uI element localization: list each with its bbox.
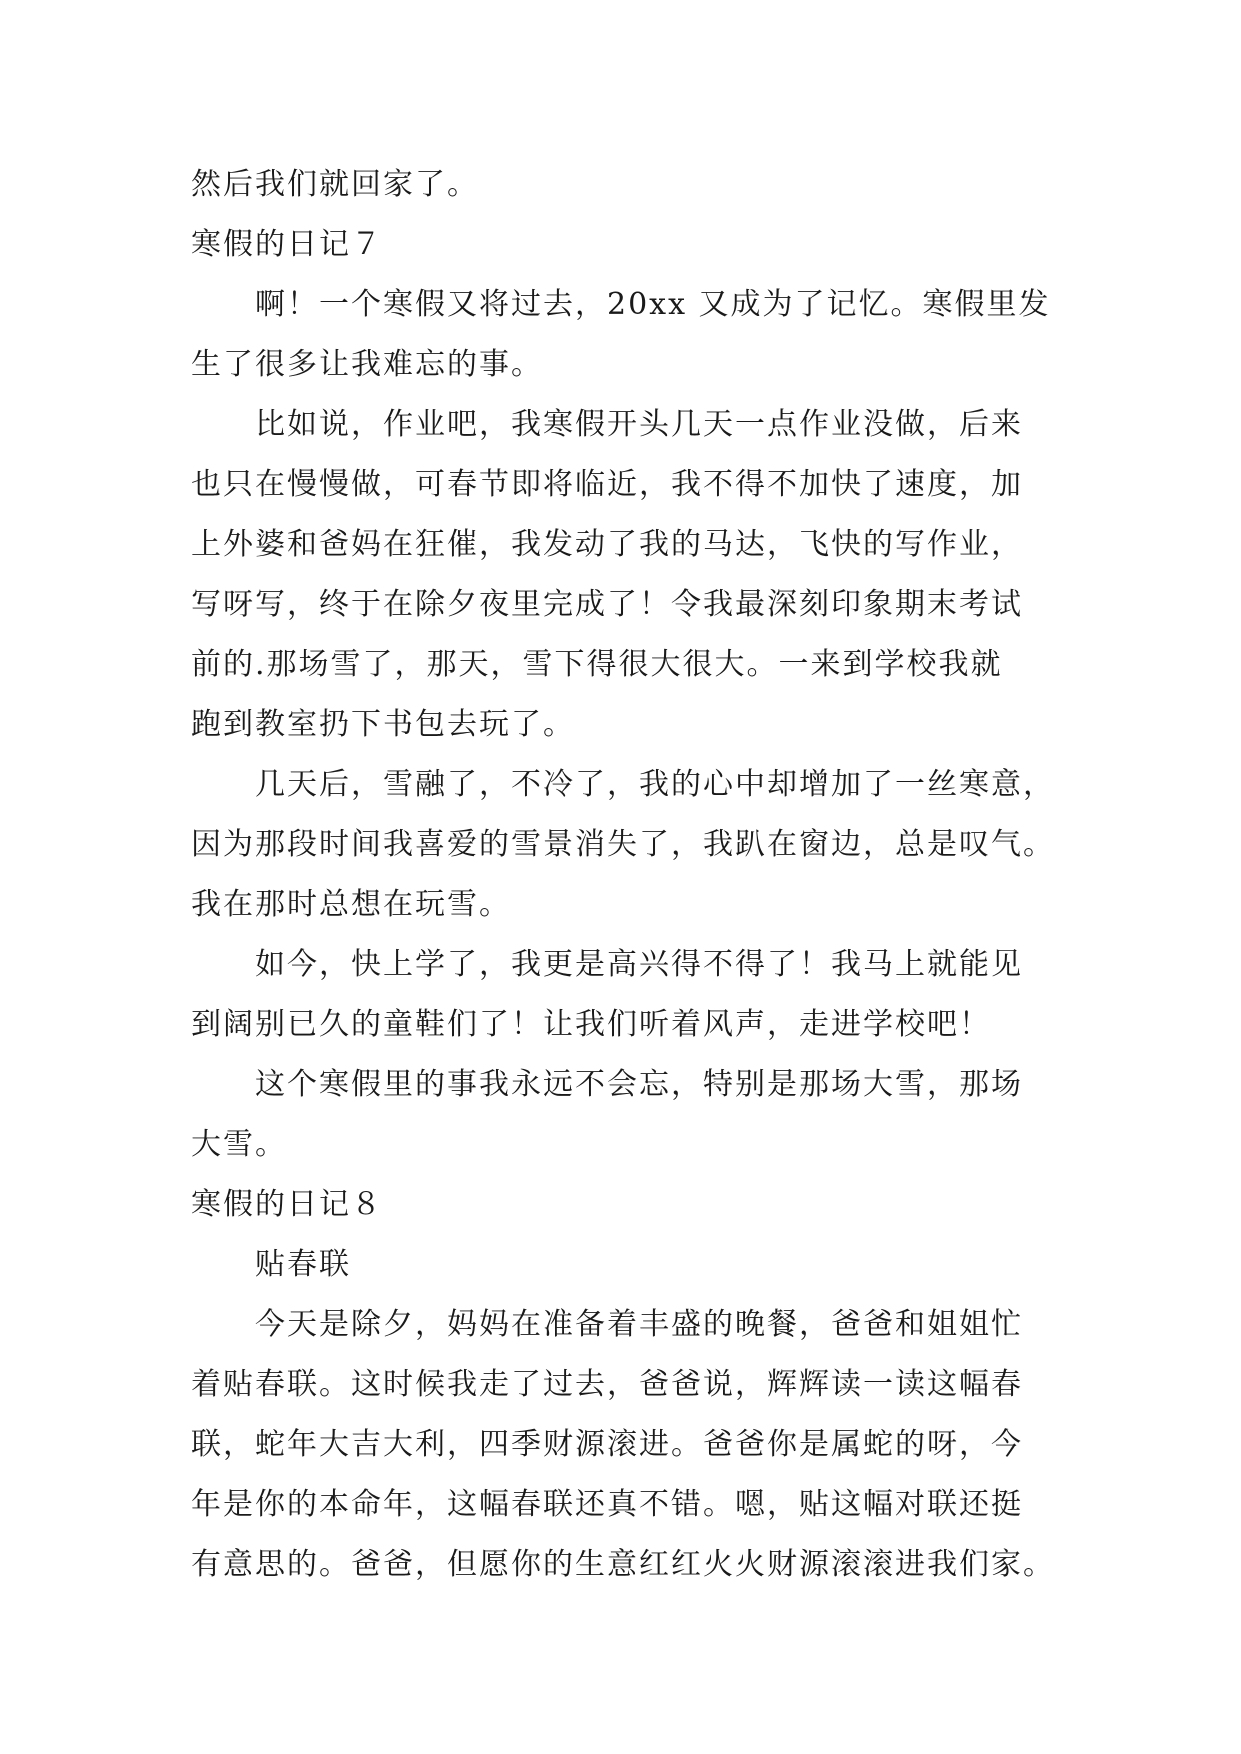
text-line: 因为那段时间我喜爱的雪景消失了，我趴在窗边，总是叹气。 — [191, 827, 1055, 862]
text-line: 然后我们就回家了。 — [191, 167, 479, 202]
section-heading: 寒假的日记７ — [191, 227, 383, 262]
paragraph-start: 几天后，雪融了，不冷了，我的心中却增加了一丝寒意， — [255, 767, 1055, 802]
paragraph-start: 今天是除夕，妈妈在准备着丰盛的晚餐，爸爸和姐姐忙 — [255, 1307, 1023, 1342]
text-line: 也只在慢慢做，可春节即将临近，我不得不加快了速度，加 — [191, 467, 1023, 502]
text-line: 上外婆和爸妈在狂催，我发动了我的马达，飞快的写作业， — [191, 527, 1023, 562]
text-line: 联，蛇年大吉大利，四季财源滚进。爸爸你是属蛇的呀，今 — [191, 1427, 1023, 1462]
document-body — [191, 155, 1061, 1595]
text-line: 大雪。 — [191, 1127, 287, 1162]
text-line: 前的.那场雪了，那天，雪下得很大很大。一来到学校我就 — [191, 647, 1003, 682]
paragraph-start: 如今，快上学了，我更是高兴得不得了！我马上就能见 — [255, 947, 1023, 982]
text-line: 跑到教室扔下书包去玩了。 — [191, 707, 575, 742]
paragraph-start: 这个寒假里的事我永远不会忘，特别是那场大雪，那场 — [255, 1067, 1023, 1102]
text-line: 生了很多让我难忘的事。 — [191, 347, 543, 382]
paragraph-start: 比如说，作业吧，我寒假开头几天一点作业没做，后来 — [255, 407, 1023, 442]
text-line: 写呀写，终于在除夕夜里完成了！令我最深刻印象期末考试 — [191, 587, 1023, 622]
text-line: 着贴春联。这时候我走了过去，爸爸说，辉辉读一读这幅春 — [191, 1367, 1023, 1402]
text-line: 有意思的。爸爸，但愿你的生意红红火火财源滚滚进我们家。 — [191, 1547, 1055, 1582]
section-heading: 寒假的日记８ — [191, 1187, 383, 1222]
text-line: 到阔别已久的童鞋们了！让我们听着风声，走进学校吧！ — [191, 1007, 991, 1042]
paragraph-start: 啊！一个寒假又将过去，20xx 又成为了记忆。寒假里发 — [255, 287, 1051, 322]
entry-title: 贴春联 — [255, 1247, 351, 1282]
text-line: 我在那时总想在玩雪。 — [191, 887, 511, 922]
text-line: 年是你的本命年，这幅春联还真不错。嗯，贴这幅对联还挺 — [191, 1487, 1023, 1522]
